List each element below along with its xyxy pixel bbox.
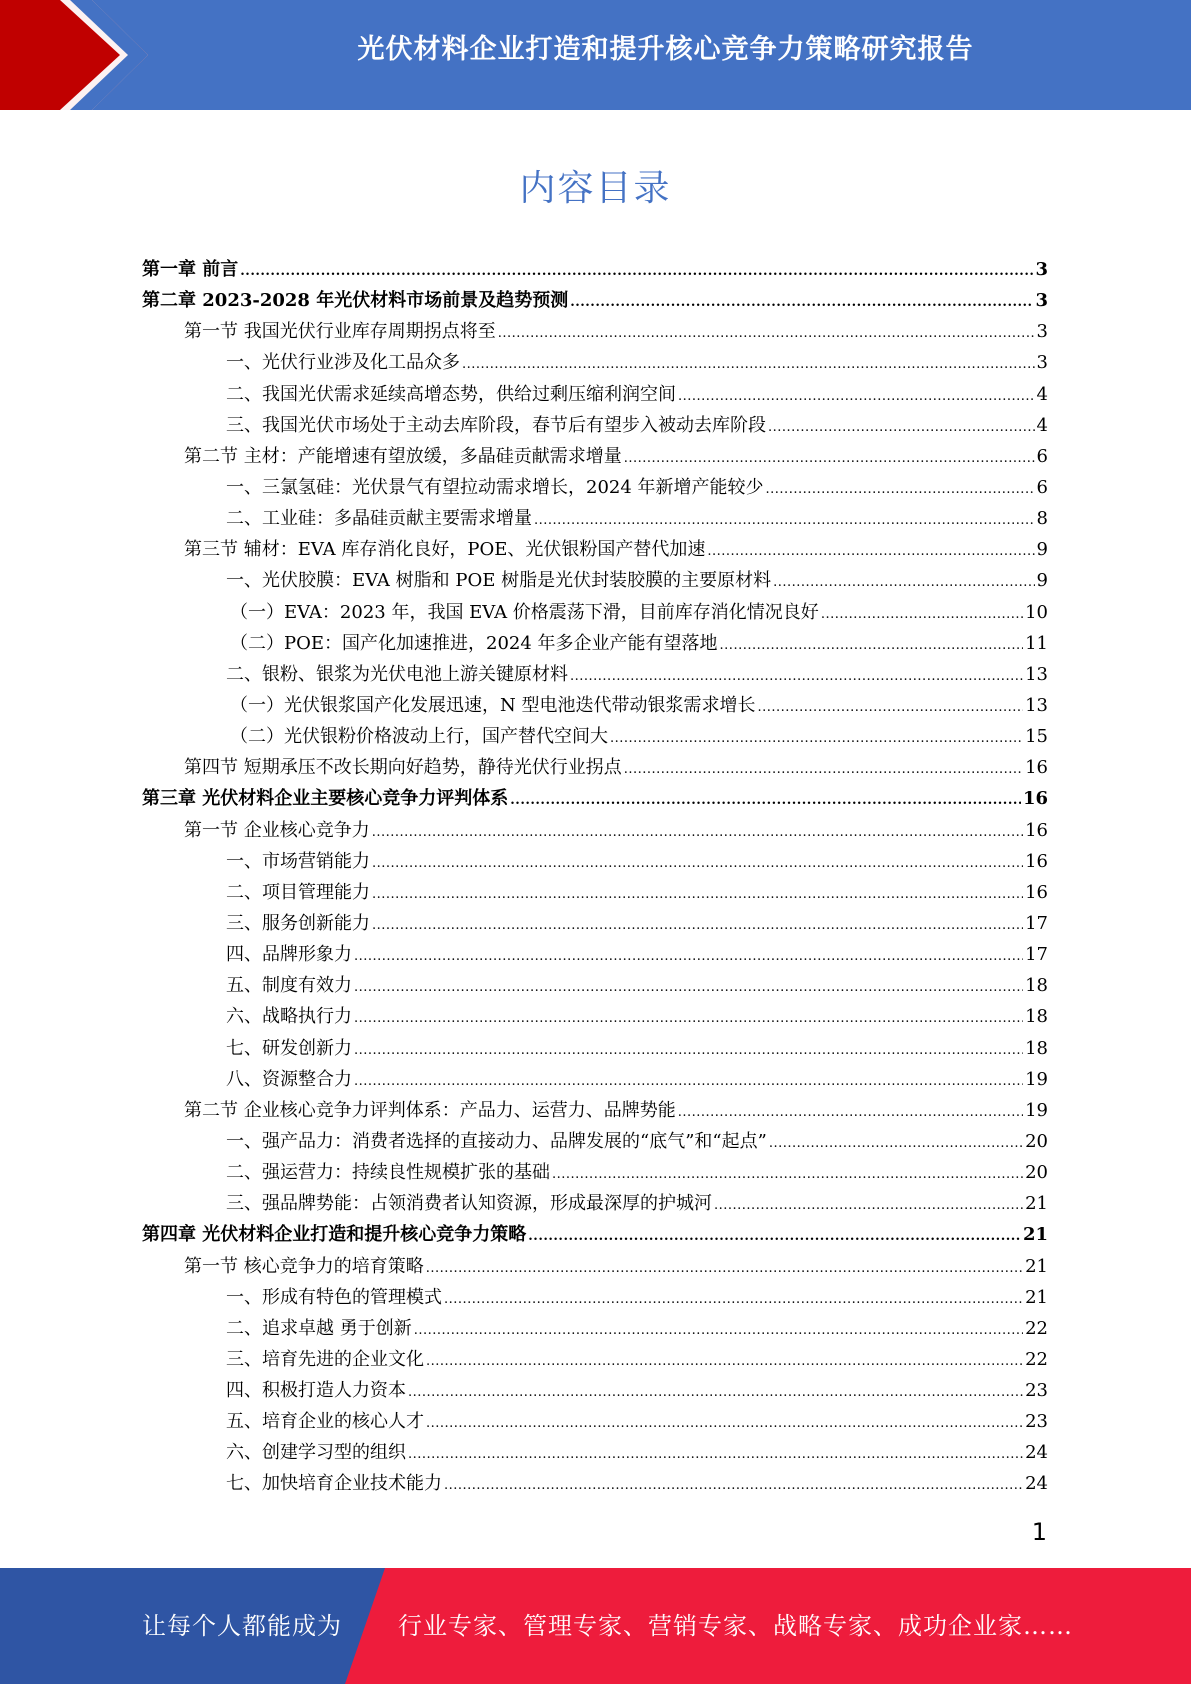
toc-entry[interactable] — [142, 597, 1048, 628]
toc-entry-label: 一、形成有特色的管理模式 — [226, 1286, 442, 1308]
toc-entry-page: 4 — [1036, 414, 1048, 436]
toc-entry-label: 一、市场营销能力 — [226, 850, 370, 872]
toc-entry-label: 一、强产品力：消费者选择的直接动力、品牌发展的“底气”和“起点” — [226, 1130, 767, 1152]
toc-entry-label: 第四节 短期承压不改长期向好趋势，静待光伏行业拐点 — [184, 757, 622, 779]
toc-entry-label: 七、研发创新力 — [226, 1037, 352, 1059]
toc-entry-page: 11 — [1025, 632, 1048, 654]
toc-entry-page: 18 — [1025, 1006, 1048, 1028]
toc-dot-leader — [462, 349, 1035, 380]
toc-dot-leader — [354, 1066, 1023, 1097]
toc-dot-leader — [570, 661, 1023, 692]
toc-entry-page: 21 — [1025, 1193, 1048, 1215]
toc-entry-label: 第二章 2023-2028 年光伏材料市场前景及趋势预测 — [142, 290, 569, 312]
toc-entry-page: 21 — [1025, 1255, 1048, 1277]
toc-dot-leader — [720, 630, 1024, 661]
toc-entry[interactable] — [142, 534, 1048, 565]
toc-dot-leader — [426, 1346, 1023, 1377]
toc-entry-page: 17 — [1025, 944, 1048, 966]
toc-entry-label: 第一节 我国光伏行业库存周期拐点将至 — [184, 321, 496, 343]
toc-entry-label: 五、培育企业的核心人才 — [226, 1411, 424, 1433]
toc-entry[interactable] — [142, 1001, 1048, 1032]
toc-entry-page: 20 — [1025, 1130, 1048, 1152]
toc-entry[interactable] — [142, 347, 1048, 378]
toc-dot-leader — [773, 567, 1034, 598]
toc-entry-page: 16 — [1022, 788, 1048, 810]
toc-entry-page: 20 — [1025, 1162, 1048, 1184]
toc-entry-label: 三、强品牌势能：占领消费者认知资源，形成最深厚的护城河 — [226, 1193, 712, 1215]
toc-entry-label: 三、培育先进的企业文化 — [226, 1348, 424, 1370]
toc-dot-leader — [768, 412, 1035, 443]
toc-dot-leader — [678, 1097, 1023, 1128]
toc-dot-leader — [408, 1439, 1023, 1470]
toc-dot-leader — [444, 1284, 1023, 1315]
toc-entry-page: 16 — [1025, 819, 1048, 841]
toc-dot-leader — [534, 505, 1035, 536]
toc-dot-leader — [372, 910, 1023, 941]
toc-entry-label: 五、制度有效力 — [226, 975, 352, 997]
table-of-contents — [142, 254, 1048, 1500]
toc-entry[interactable] — [142, 877, 1048, 908]
toc-dot-leader — [552, 1159, 1023, 1190]
toc-heading: 内容目录 — [519, 168, 672, 209]
toc-entry[interactable] — [142, 1344, 1048, 1375]
toc-entry-page: 9 — [1036, 539, 1048, 561]
toc-entry-page: 8 — [1036, 508, 1048, 530]
toc-entry-label: 第三节 辅材：EVA 库存消化良好，POE、光伏银粉国产替代加速 — [184, 539, 706, 561]
toc-entry[interactable] — [142, 1468, 1048, 1499]
toc-entry[interactable] — [142, 1188, 1048, 1219]
toc-dot-leader — [528, 1221, 1021, 1252]
toc-entry[interactable] — [142, 659, 1048, 690]
toc-dot-leader — [426, 1253, 1023, 1284]
toc-entry-label: （二）POE：国产化加速推进，2024 年多企业产能有望落地 — [230, 632, 718, 654]
toc-entry[interactable] — [142, 1251, 1048, 1282]
toc-entry-label: 六、创建学习型的组织 — [226, 1442, 406, 1464]
toc-entry-label: 二、强运营力：持续良性规模扩张的基础 — [226, 1162, 550, 1184]
toc-entry-page: 23 — [1025, 1380, 1048, 1402]
toc-dot-leader — [354, 941, 1023, 972]
toc-entry-label: 二、银粉、银浆为光伏电池上游关键原材料 — [226, 663, 568, 685]
toc-entry[interactable] — [142, 565, 1048, 596]
footer-slogan-right: 行业专家、管理专家、营销专家、战略专家、成功企业家…… — [398, 1612, 1073, 1640]
toc-entry-label: 三、我国光伏市场处于主动去库阶段，春节后有望步入被动去库阶段 — [226, 414, 766, 436]
toc-entry-page: 6 — [1036, 476, 1048, 498]
toc-entry-label: 六、战略执行力 — [226, 1006, 352, 1028]
toc-entry[interactable] — [142, 815, 1048, 846]
toc-dot-leader — [372, 848, 1023, 879]
toc-entry-page: 19 — [1025, 1068, 1048, 1090]
toc-entry-page: 18 — [1025, 1037, 1048, 1059]
toc-entry-page: 10 — [1025, 601, 1048, 623]
toc-entry-label: （二）光伏银粉价格波动上行，国产替代空间大 — [230, 726, 608, 748]
toc-entry-label: 二、追求卓越 勇于创新 — [226, 1317, 412, 1339]
toc-dot-leader — [707, 536, 1034, 567]
toc-dot-leader — [426, 1408, 1023, 1439]
toc-entry-label: 二、项目管理能力 — [226, 881, 370, 903]
toc-entry-label: 八、资源整合力 — [226, 1068, 352, 1090]
toc-entry-label: 四、品牌形象力 — [226, 944, 352, 966]
toc-entry-label: 二、我国光伏需求延续高增态势，供给过剩压缩利润空间 — [226, 383, 676, 405]
toc-entry-page: 4 — [1036, 383, 1048, 405]
toc-entry-page: 24 — [1025, 1442, 1048, 1464]
toc-entry-page: 13 — [1025, 663, 1048, 685]
toc-entry-label: 七、加快培育企业技术能力 — [226, 1473, 442, 1495]
toc-entry-page: 3 — [1036, 321, 1048, 343]
toc-entry[interactable] — [142, 1437, 1048, 1468]
toc-entry[interactable] — [142, 1375, 1048, 1406]
toc-entry-page: 16 — [1025, 850, 1048, 872]
toc-entry-label: 第一章 前言 — [142, 259, 239, 280]
toc-dot-leader — [414, 1315, 1023, 1346]
toc-entry-page: 21 — [1025, 1286, 1048, 1308]
toc-entry-label: （一）EVA：2023 年，我国 EVA 价格震荡下滑，目前库存消化情况良好 — [230, 601, 819, 623]
toc-entry-page: 16 — [1025, 881, 1048, 903]
toc-entry-page: 21 — [1022, 1224, 1048, 1246]
toc-entry[interactable] — [142, 628, 1048, 659]
toc-entry-label: 一、光伏胶膜：EVA 树脂和 POE 树脂是光伏封装胶膜的主要原材料 — [226, 570, 772, 592]
toc-dot-leader — [624, 443, 1035, 474]
toc-dot-leader — [240, 256, 1033, 287]
toc-entry-page: 3 — [1036, 352, 1048, 374]
toc-dot-leader — [624, 754, 1023, 785]
toc-entry-page: 9 — [1036, 570, 1048, 592]
toc-dot-leader — [821, 599, 1023, 630]
toc-entry-label: （一）光伏银浆国产化发展迅速，N 型电池迭代带动银浆需求增长 — [230, 694, 756, 716]
toc-entry-page: 19 — [1025, 1099, 1048, 1121]
toc-dot-leader — [498, 318, 1035, 349]
toc-dot-leader — [408, 1377, 1023, 1408]
toc-entry-label: 第二节 企业核心竞争力评判体系：产品力、运营力、品牌势能 — [184, 1099, 676, 1121]
toc-entry-page: 22 — [1025, 1348, 1048, 1370]
toc-dot-leader — [372, 817, 1023, 848]
toc-entry-page: 22 — [1025, 1317, 1048, 1339]
page-number: 1 — [1031, 1518, 1047, 1546]
toc-entry[interactable] — [142, 752, 1048, 783]
toc-entry-label: 二、工业硅：多晶硅贡献主要需求增量 — [226, 508, 532, 530]
toc-entry[interactable] — [142, 1095, 1048, 1126]
toc-entry-page: 6 — [1036, 445, 1048, 467]
toc-entry-page: 24 — [1025, 1473, 1048, 1495]
toc-entry[interactable] — [142, 1219, 1048, 1250]
toc-entry-label: 三、服务创新能力 — [226, 912, 370, 934]
toc-entry[interactable] — [142, 316, 1048, 347]
toc-entry[interactable] — [142, 1033, 1048, 1064]
toc-dot-leader — [354, 972, 1023, 1003]
toc-entry[interactable] — [142, 410, 1048, 441]
toc-entry[interactable] — [142, 846, 1048, 877]
toc-entry[interactable] — [142, 1064, 1048, 1095]
toc-entry[interactable] — [142, 379, 1048, 410]
report-title: 光伏材料企业打造和提升核心竞争力策略研究报告 — [357, 34, 974, 65]
toc-entry[interactable] — [142, 1126, 1048, 1157]
toc-dot-leader — [769, 1128, 1023, 1159]
toc-entry-page: 15 — [1025, 726, 1048, 748]
toc-entry[interactable] — [142, 1406, 1048, 1437]
toc-entry-label: 第一节 核心竞争力的培育策略 — [184, 1255, 424, 1277]
footer-banner — [0, 1568, 1191, 1684]
toc-dot-leader — [372, 879, 1023, 910]
toc-entry-page: 18 — [1025, 975, 1048, 997]
toc-entry[interactable] — [142, 939, 1048, 970]
toc-dot-leader — [570, 287, 1033, 318]
toc-dot-leader — [766, 474, 1035, 505]
toc-entry-page: 3 — [1035, 259, 1048, 280]
toc-entry-label: 第一节 企业核心竞争力 — [184, 819, 370, 841]
toc-entry-label: 第三章 光伏材料企业主要核心竞争力评判体系 — [142, 788, 509, 810]
toc-entry[interactable] — [142, 285, 1048, 316]
toc-entry-page: 16 — [1025, 757, 1048, 779]
toc-dot-leader — [510, 785, 1021, 816]
toc-entry-label: 第四章 光伏材料企业打造和提升核心竞争力策略 — [142, 1224, 527, 1246]
toc-entry-label: 四、积极打造人力资本 — [226, 1380, 406, 1402]
toc-entry-page: 17 — [1025, 912, 1048, 934]
toc-entry[interactable] — [142, 970, 1048, 1001]
toc-entry-label: 一、三氯氢硅：光伏景气有望拉动需求增长，2024 年新增产能较少 — [226, 476, 764, 498]
toc-entry[interactable] — [142, 503, 1048, 534]
toc-entry[interactable] — [142, 472, 1048, 503]
toc-entry[interactable] — [142, 690, 1048, 721]
toc-entry-label: 第二节 主材：产能增速有望放缓，多晶硅贡献需求增量 — [184, 445, 622, 467]
toc-entry[interactable] — [142, 783, 1048, 814]
toc-entry[interactable] — [142, 721, 1048, 752]
toc-dot-leader — [678, 381, 1035, 412]
header-chevron-icon — [0, 0, 160, 110]
footer-slogan-left: 让每个人都能成为 — [142, 1612, 342, 1640]
toc-dot-leader — [444, 1470, 1023, 1501]
toc-entry[interactable] — [142, 1313, 1048, 1344]
toc-entry[interactable] — [142, 441, 1048, 472]
toc-dot-leader — [354, 1003, 1023, 1034]
toc-entry-label: 一、光伏行业涉及化工品众多 — [226, 352, 460, 374]
header-banner — [0, 0, 1191, 110]
toc-entry-page: 3 — [1035, 290, 1048, 312]
toc-dot-leader — [354, 1035, 1023, 1066]
toc-dot-leader — [714, 1190, 1023, 1221]
toc-dot-leader — [757, 692, 1023, 723]
toc-dot-leader — [610, 723, 1023, 754]
toc-entry[interactable] — [142, 1282, 1048, 1313]
toc-entry[interactable] — [142, 1157, 1048, 1188]
toc-entry[interactable] — [142, 254, 1048, 285]
toc-entry[interactable] — [142, 908, 1048, 939]
toc-entry-page: 23 — [1025, 1411, 1048, 1433]
toc-entry-page: 13 — [1025, 694, 1048, 716]
